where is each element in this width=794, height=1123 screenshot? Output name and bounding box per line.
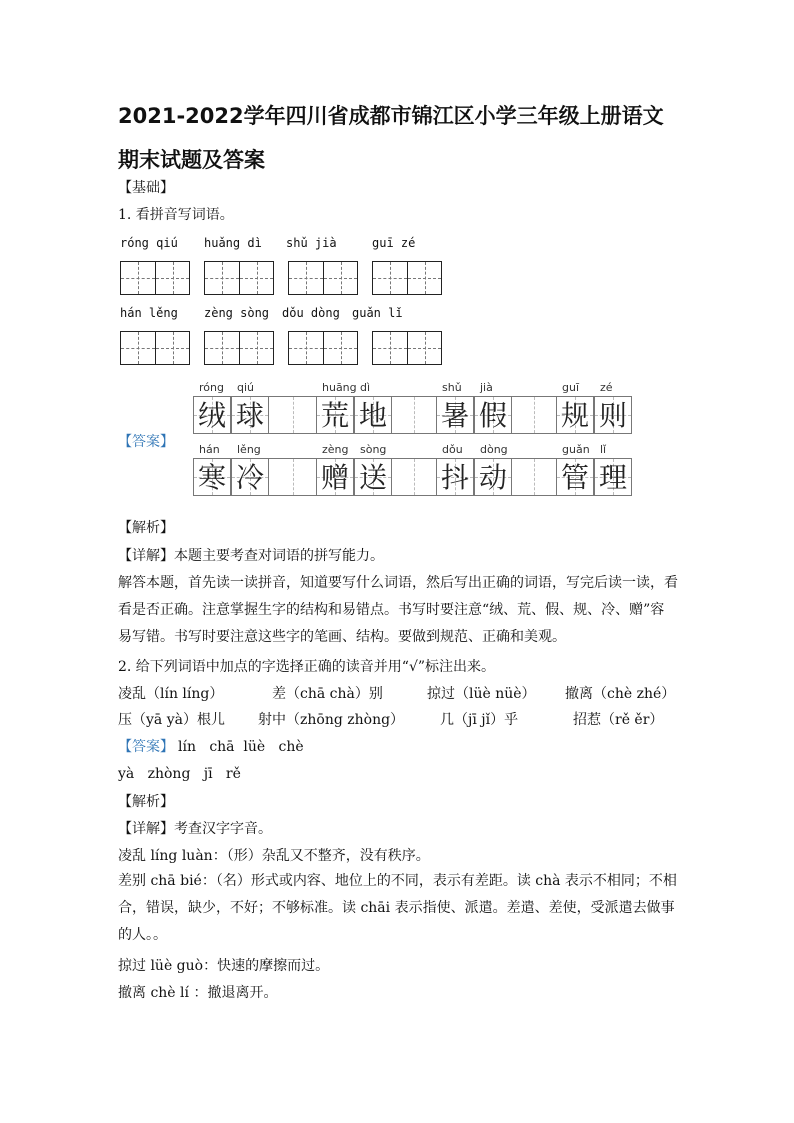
q1-pinyin: guī zé — [372, 236, 416, 250]
answer-char-cell: 暑 — [436, 396, 474, 434]
q1-pinyin: shǔ jià — [286, 236, 337, 250]
q1-pinyin: zèng sòng — [204, 306, 270, 320]
answer-grid-gap — [392, 458, 436, 496]
q2-item: 撤离（chè zhé） — [565, 686, 676, 702]
q2-item: 凌乱（lín líng） — [118, 686, 224, 702]
answer-char-cell: 绒 — [193, 396, 231, 434]
q1-detail: 【详解】本题主要考查对词语的拼写能力。 — [118, 548, 384, 564]
answer-char-cell: 抖 — [436, 458, 474, 496]
answer-pinyin: zé — [600, 381, 613, 394]
answer-char-cell: 规 — [556, 396, 594, 434]
answer-pinyin: zèng — [322, 443, 349, 456]
q2-item: 掠过（lüè nüè） — [427, 686, 536, 702]
page-title: 2021-2022学年四川省成都市锦江区小学三年级上册语文期末试题及答案 — [118, 104, 664, 172]
answer-grid-gap — [269, 458, 316, 496]
writing-box[interactable] — [372, 261, 442, 295]
answer-char-cell: 送 — [354, 458, 392, 496]
q1-pinyin: huǎng dì — [204, 236, 262, 250]
q2-item: 几（jī jǐ）乎 — [440, 712, 519, 728]
answer-char-cell: 假 — [474, 396, 512, 434]
q2-item: 射中（zhōng zhòng） — [258, 712, 405, 728]
answer-pinyin: jià — [480, 381, 493, 394]
q1-analysis-label: 【解析】 — [118, 520, 174, 536]
answer-pinyin: huāng — [322, 381, 357, 394]
q1-pinyin: dǒu dòng — [282, 306, 340, 320]
answer-char-cell: 理 — [594, 458, 632, 496]
q2-answer-line: lín chā lüè chè — [178, 739, 304, 755]
answer-char-cell: 冷 — [231, 458, 269, 496]
q1-answer-label: 【答案】 — [118, 434, 174, 450]
q1-pinyin: hán lěng — [120, 306, 178, 320]
q2-item: 压（yā yà）根儿 — [118, 712, 225, 728]
q1-pinyin: guǎn lǐ — [352, 306, 403, 320]
answer-grid-gap — [269, 396, 316, 434]
answer-pinyin: shǔ — [442, 381, 462, 394]
answer-pinyin: róng — [199, 381, 224, 394]
q1-pinyin: róng qiú — [120, 236, 178, 250]
q2-explain-item: 掠过 lüè guò：快速的摩擦而过。 — [118, 958, 330, 974]
answer-pinyin: lǐ — [600, 443, 607, 456]
writing-box[interactable] — [204, 331, 274, 365]
q2-item: 招惹（rě ěr） — [573, 712, 664, 728]
answer-char-cell: 管 — [556, 458, 594, 496]
answer-pinyin: hán — [199, 443, 220, 456]
answer-grid-gap — [512, 458, 556, 496]
answer-char-cell: 寒 — [193, 458, 231, 496]
q1-prompt: 1. 看拼音写词语。 — [118, 207, 234, 223]
writing-box[interactable] — [288, 261, 358, 295]
answer-grid-gap — [392, 396, 436, 434]
answer-char-cell: 荒 — [316, 396, 354, 434]
q2-analysis-label: 【解析】 — [118, 794, 174, 810]
section-basic: 【基础】 — [118, 180, 174, 196]
q2-answer-label: 【答案】 — [118, 739, 174, 755]
q2-explain-item: 撤离 chè lí ：撤退离开。 — [118, 985, 278, 1001]
answer-grid-gap — [512, 396, 556, 434]
q1-explanation: 解答本题，首先读一读拼音，知道要写什么词语，然后写出正确的词语，写完后读一读，看看是否正确。注意掌握生字的结构和易错点。书写时要注意“绒、荒、假、规、冷、赠”容易写错。书写时要注意这些字的笔画、结构。要做到规范、正确和美观。 — [118, 575, 678, 645]
writing-box[interactable] — [120, 261, 190, 295]
q2-item: 差（chā chà）别 — [272, 686, 383, 702]
answer-char-cell: 则 — [594, 396, 632, 434]
q2-answer-line: yà zhòng jī rě — [118, 766, 241, 782]
answer-pinyin: guǎn — [562, 443, 590, 456]
answer-pinyin: dòng — [480, 443, 508, 456]
writing-box[interactable] — [120, 331, 190, 365]
answer-pinyin: dǒu — [442, 443, 463, 456]
q2-detail: 【详解】考查汉字字音。 — [118, 821, 272, 837]
answer-pinyin: guī — [562, 381, 580, 394]
writing-box[interactable] — [372, 331, 442, 365]
q2-explain-item: 差别 chā bié：（名）形式或内容、地位上的不同，表示有差距。读 chà 表示不相同；不相合，错误，缺少，不好；不够标准。读 chāi 表示指使、派遣。差遣、差使，受派遣去做事的人。。 — [118, 873, 677, 943]
answer-pinyin: qiú — [237, 381, 255, 394]
q2-explain-item: 凌乱 líng luàn：（形）杂乱又不整齐，没有秩序。 — [118, 848, 430, 864]
answer-char-cell: 地 — [354, 396, 392, 434]
answer-pinyin: sòng — [360, 443, 387, 456]
answer-pinyin: dì — [360, 381, 371, 394]
answer-char-cell: 球 — [231, 396, 269, 434]
q2-prompt: 2. 给下列词语中加点的字选择正确的读音并用“√”标注出来。 — [118, 659, 496, 675]
answer-char-cell: 赠 — [316, 458, 354, 496]
answer-pinyin: lěng — [237, 443, 261, 456]
answer-char-cell: 动 — [474, 458, 512, 496]
writing-box[interactable] — [204, 261, 274, 295]
writing-box[interactable] — [288, 331, 358, 365]
